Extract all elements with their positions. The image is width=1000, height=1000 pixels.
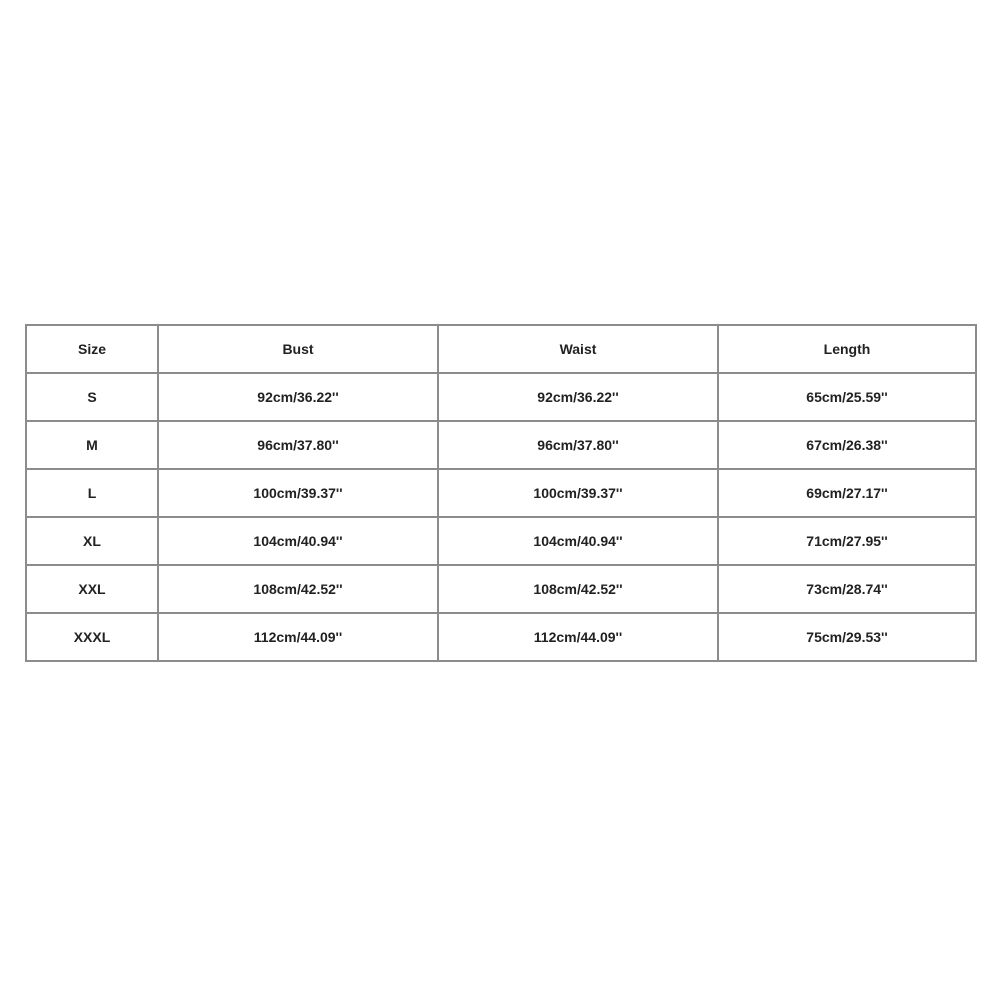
header-size: Size	[26, 325, 158, 373]
table-row	[26, 565, 976, 613]
waist-cell: 104cm/40.94''	[438, 517, 718, 565]
length-cell: 67cm/26.38''	[718, 421, 976, 469]
bust-cell: 112cm/44.09''	[158, 613, 438, 661]
waist-cell: 96cm/37.80''	[438, 421, 718, 469]
length-cell: 65cm/25.59''	[718, 373, 976, 421]
size-cell: M	[26, 421, 158, 469]
waist-cell: 112cm/44.09''	[438, 613, 718, 661]
waist-cell: 108cm/42.52''	[438, 565, 718, 613]
size-cell: XXL	[26, 565, 158, 613]
table-row	[26, 421, 976, 469]
size-cell: XXXL	[26, 613, 158, 661]
length-cell: 71cm/27.95''	[718, 517, 976, 565]
bust-cell: 96cm/37.80''	[158, 421, 438, 469]
table-row	[26, 373, 976, 421]
length-cell: 75cm/29.53''	[718, 613, 976, 661]
length-cell: 73cm/28.74''	[718, 565, 976, 613]
waist-cell: 100cm/39.37''	[438, 469, 718, 517]
table-row	[26, 517, 976, 565]
size-cell: XL	[26, 517, 158, 565]
header-length: Length	[718, 325, 976, 373]
bust-cell: 92cm/36.22''	[158, 373, 438, 421]
length-cell: 69cm/27.17''	[718, 469, 976, 517]
size-chart-table	[25, 324, 977, 662]
header-bust: Bust	[158, 325, 438, 373]
table-header-row	[26, 325, 976, 373]
bust-cell: 104cm/40.94''	[158, 517, 438, 565]
table-row	[26, 469, 976, 517]
size-cell: L	[26, 469, 158, 517]
table-row	[26, 613, 976, 661]
bust-cell: 100cm/39.37''	[158, 469, 438, 517]
waist-cell: 92cm/36.22''	[438, 373, 718, 421]
bust-cell: 108cm/42.52''	[158, 565, 438, 613]
header-waist: Waist	[438, 325, 718, 373]
size-cell: S	[26, 373, 158, 421]
